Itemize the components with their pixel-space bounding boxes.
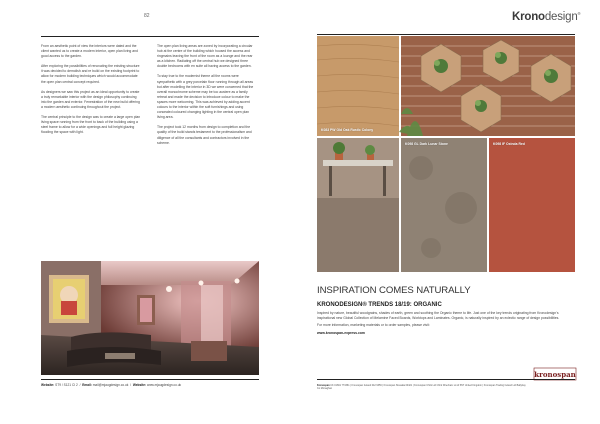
interior-photo [41,261,259,375]
kronodesign-brand [512,11,580,23]
website2-label: Website: [132,383,147,387]
brand-sub: design [544,11,578,23]
email-value[interactable]: mail@mjaugdesign.co.uk [92,383,129,387]
paragraph: After exploring the possibilities of renovating the existing structure it was decided to demolish and re build on the existing footprint to allow for modern building techniques which would accommodate the open plan central concept required. [41,64,140,84]
top-divider [41,36,259,37]
tile-label: K098 IF Oxinda Red [493,142,525,146]
paragraph: For more information, marketing materials or to order samples, please visit: [317,323,430,328]
paragraph: To stay true to the modernist theme all the rooms were sympathetic with a grey porcelain floor running through all areas but after modelling the interior in 3D we were concerned that the overall monochrome scheme may be too austere as a family retreat and made the decision to introduce colour to make the spaces more welcoming. This was achieved by adding accent colours to the interior within the soft furnishings and using concealed coloured changing lighting in the central open plan living area. [157,74,254,120]
tile-label: K098 GL Dark Lunar Stone [405,142,448,146]
legal-bold: Kronospan [317,384,330,387]
text-column-b [157,44,257,151]
page-number: 82 [144,13,150,19]
brick-wall-tile [321,36,575,136]
paragraph: The project took 12 months from design to completion and the quality of the build stands testament to the professionalism and diligence of all the consultants and contractors involved in the scheme. [157,125,252,145]
paragraph: The central principle to the design was to create a large open plan living space running from the front to back of the building using a steel frame to allow for a wide openings and full height glazing flooding the space with light. [41,115,141,135]
paragraph: As designers we saw this project as an ideal opportunity to create a truly remarkable interior with the design philosophy continuing into the garden and exterior. Fenestration of the new build offering a modern aesthetic continuing throughout the project. [41,89,140,109]
section-subheading: KRONODESIGN® TRENDS 18/19: ORGANIC [317,302,442,308]
website-link[interactable]: www.kronospan-express.com [317,331,365,336]
website-value[interactable]: ST9 / S121 CI 2 [55,383,78,387]
logo-text: kronospan [534,370,576,379]
paragraph: Inspired by nature, beautiful woodgrains, shades of earth, green and soothing the Organic theme to life. Just one of the key trends originating from Kronodesign's inspirational new Global Collection of Melamine Faced Boards, Worktops and Laminates. Organic, is naturally inspired by an eclectic range of design possibilities. [317,311,560,320]
paragraph: The open plan living areas are zoned by incorporating a circular hub at the centre of the building which housed the access and ringmains leaving the front of the room as a lounge and the rear as a kitchen. Radiating off the central hub we designed three double bedrooms with en suite all having access to the garden. [157,44,253,69]
text-column-a [41,44,141,140]
section-body [317,311,575,339]
table-plant-tile [317,138,399,272]
product-image-grid [317,36,575,272]
email-label: Email: [82,383,92,387]
footer-divider [41,379,259,380]
legal-text: UK 01691 773361 | Kronospan Ireland 042 9356 | Kronospan Slovakia 00421 | Kronospan Chirk Ltd Chirk Wrexham LL14 5NT United Kingdom | Kronospan Trading Ireland Ltd Ballybay Co Monaghan [317,384,526,391]
section-heading: INSPIRATION COMES NATURALLY [317,285,471,296]
website-label: Website: [41,383,55,387]
brand-reg: ® [577,11,581,17]
footer-contact: Website: ST9 / S121 CI 2 / Email: mail@mjaugdesign.co.uk / Website: www.mjaugdesign.co.uk [41,383,182,387]
right-top-divider [317,34,575,35]
website2-value[interactable]: www.mjaugdesign.co.uk [146,383,182,387]
wood-swatch-tile [317,36,399,136]
paragraph: From an aesthetic point of view the interiors were dated and the client wanted us to create a modern interior, open plan living and good access to the garden. [41,44,138,59]
tile-label: K083 PW Old Oak Rustic Colony [321,128,374,132]
legal-footer [317,384,529,390]
terracotta-swatch-tile [489,138,575,272]
right-bottom-divider [317,379,575,380]
brand-main: Krono [512,11,545,23]
stone-swatch-tile [401,138,487,272]
